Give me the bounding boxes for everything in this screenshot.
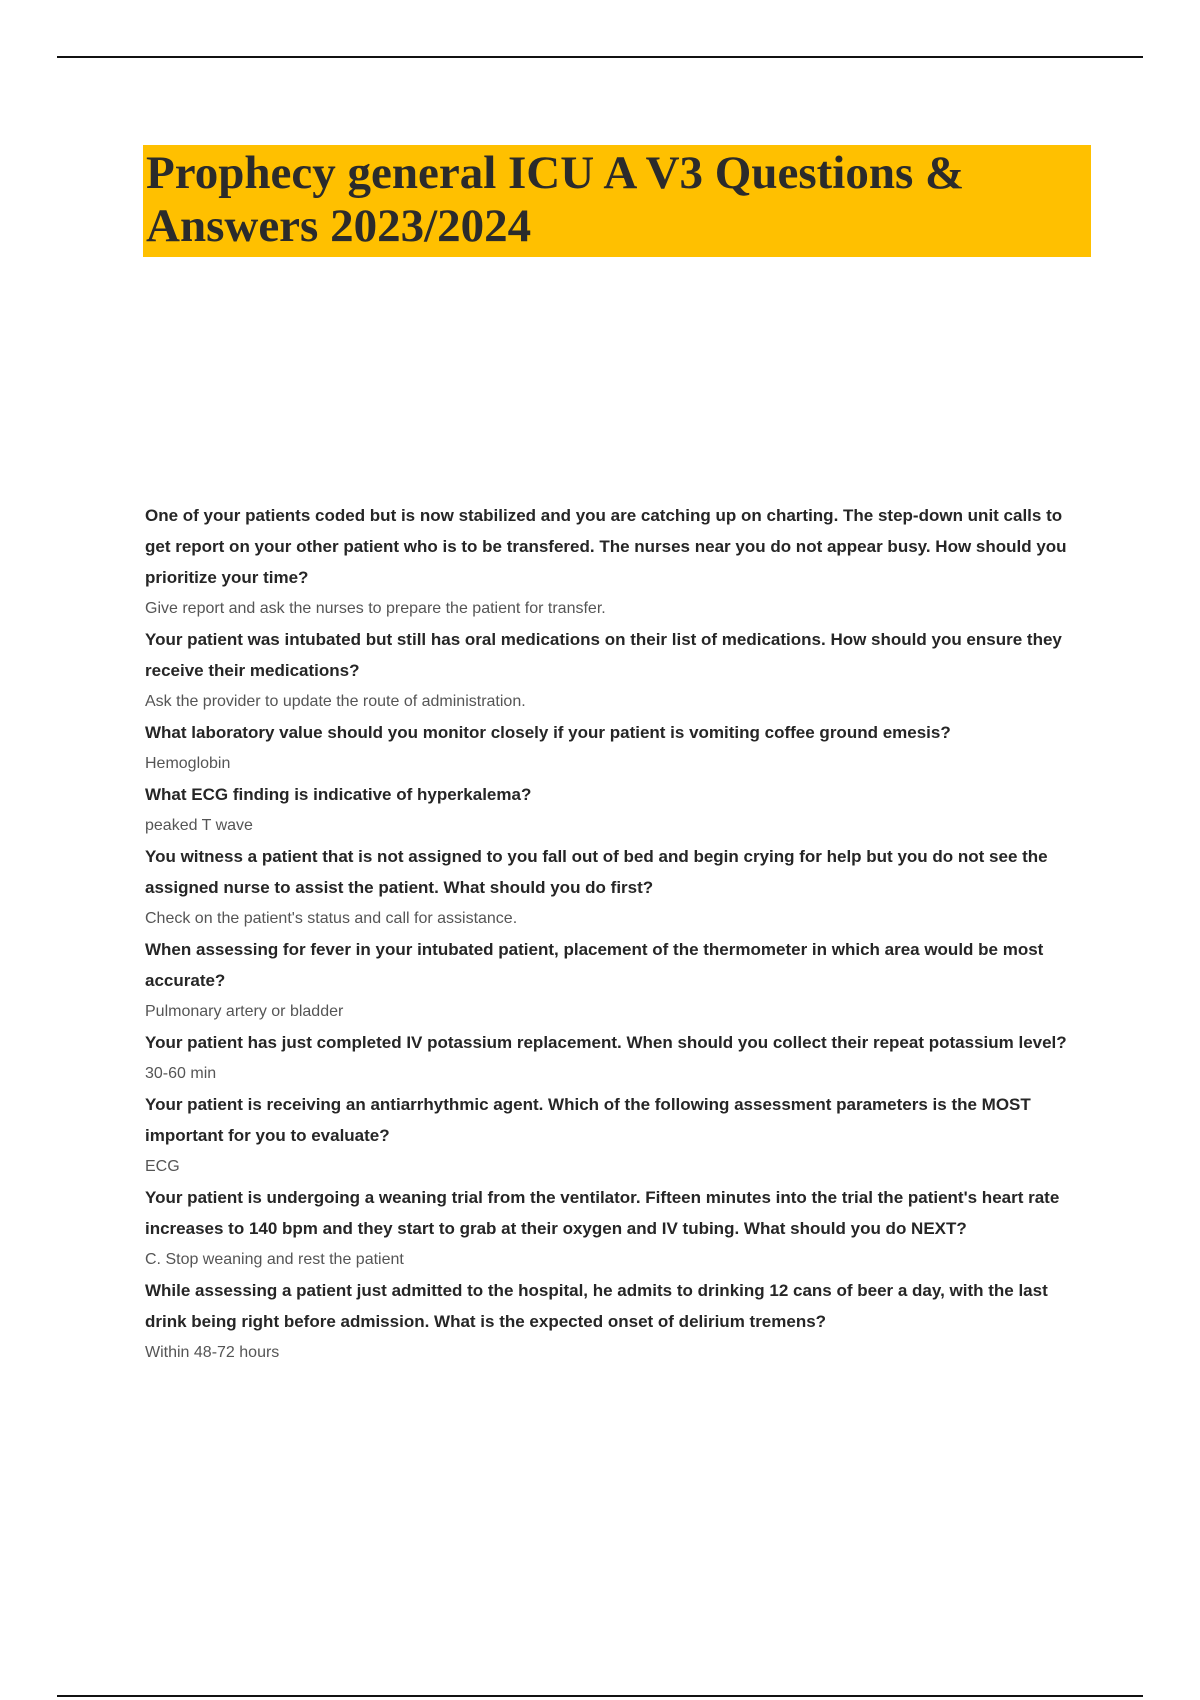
answer-text: C. Stop weaning and rest the patient: [145, 1251, 404, 1268]
qa-item: [145, 1089, 1090, 1182]
question-text: Your patient has just completed IV potassium replacement. When should you collect their repeat potassium level?: [145, 1033, 1067, 1052]
answer-text: Pulmonary artery or bladder: [145, 1003, 344, 1020]
answer-text: Hemoglobin: [145, 755, 231, 772]
answer-text: peaked T wave: [145, 817, 253, 834]
qa-item: [145, 1275, 1090, 1368]
answer-text: ECG: [145, 1158, 180, 1175]
answer-text: Give report and ask the nurses to prepare the patient for transfer.: [145, 600, 606, 617]
qa-item: [145, 717, 1090, 779]
answer-text: Within 48-72 hours: [145, 1344, 280, 1361]
title-banner: [143, 145, 1091, 257]
question-text: You witness a patient that is not assigned to you fall out of bed and begin crying for help but you do not see the assigned nurse to assist the patient. What should you do first?: [145, 847, 1048, 897]
question-text: Your patient is undergoing a weaning trial from the ventilator. Fifteen minutes into the trial the patient's heart rate increases to 140 bpm and they start to grab at their oxygen and IV tubing. What should you do NEXT?: [145, 1188, 1060, 1238]
qa-item: [145, 934, 1090, 1027]
qa-item: [145, 1027, 1090, 1089]
question-text: While assessing a patient just admitted to the hospital, he admits to drinking 12 cans of beer a day, with the last drink being right before admission. What is the expected onset of delirium tremens?: [145, 1281, 1048, 1331]
qa-item: [145, 624, 1090, 717]
bottom-divider: [57, 1695, 1143, 1697]
qa-item: [145, 500, 1090, 624]
answer-text: Ask the provider to update the route of administration.: [145, 693, 526, 710]
top-divider: [57, 56, 1143, 58]
answer-text: 30-60 min: [145, 1065, 217, 1082]
qa-item: [145, 779, 1090, 841]
question-text: Your patient was intubated but still has oral medications on their list of medications. How should you ensure they receive their medications?: [145, 630, 1062, 680]
qa-item: [145, 841, 1090, 934]
question-text: What ECG finding is indicative of hyperkalema?: [145, 785, 532, 804]
answer-text: Check on the patient's status and call for assistance.: [145, 910, 518, 927]
qa-item: [145, 1182, 1090, 1275]
question-text: One of your patients coded but is now stabilized and you are catching up on charting. The step-down unit calls to get report on your other patient who is to be transfered. The nurses near you do not appear busy. How should you prioritize your time?: [145, 506, 1067, 587]
question-text: Your patient is receiving an antiarrhythmic agent. Which of the following assessment parameters is the MOST important for you to evaluate?: [145, 1095, 1031, 1145]
question-text: What laboratory value should you monitor closely if your patient is vomiting coffee ground emesis?: [145, 723, 951, 742]
page-title: Prophecy general ICU A V3 Questions & Answers 2023/2024: [146, 147, 965, 252]
question-text: When assessing for fever in your intubated patient, placement of the thermometer in which area would be most accurate?: [145, 940, 1044, 990]
qa-list: [145, 500, 1090, 1368]
